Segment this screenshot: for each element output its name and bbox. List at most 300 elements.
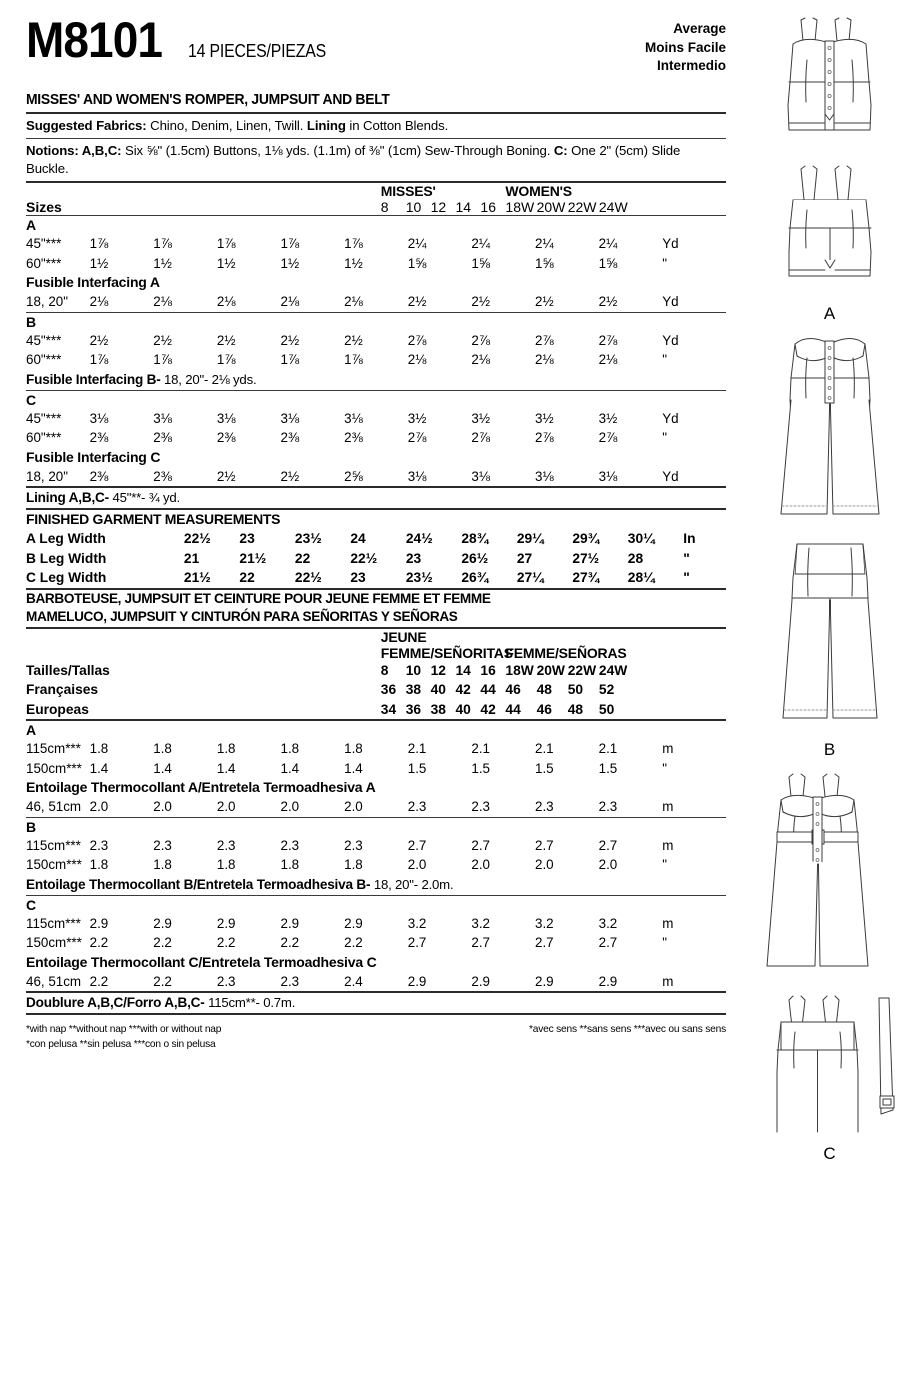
- value-cell: 29¾: [572, 531, 600, 546]
- value-cell: 2.1: [471, 741, 490, 756]
- unit-cell: Yd: [662, 332, 679, 348]
- piece-count: 14 PIECES/PIEZAS: [187, 41, 326, 61]
- value-cell: 2⅜: [280, 430, 300, 445]
- value-cell: 28¾: [461, 531, 489, 546]
- value-cell: 2⅛: [407, 352, 427, 367]
- value-cell: 24½: [405, 531, 433, 546]
- value-cell: 1⅞: [216, 352, 236, 367]
- doublure-line: [26, 993, 726, 1013]
- sub-header-row: [26, 778, 726, 797]
- yardage-row: [26, 409, 726, 429]
- value-cell: 1⅞: [89, 352, 109, 367]
- size-cell: 8: [380, 199, 389, 215]
- value-cell: 2½: [471, 294, 490, 309]
- value-cell: 2.2: [89, 935, 109, 950]
- value-cell: 3.2: [407, 915, 427, 931]
- value-cell: 2.3: [344, 837, 363, 853]
- value-cell: 23: [405, 550, 422, 566]
- value-cell: 2⅜: [344, 430, 363, 445]
- value-cell: 1.8: [344, 741, 363, 756]
- page-title: MISSES' AND WOMEN'S ROMPER, JUMPSUIT AND BELT: [26, 91, 390, 108]
- unit-cell: ": [662, 255, 668, 271]
- value-cell: 3⅛: [89, 410, 109, 426]
- size-cell: 22W: [567, 199, 597, 215]
- value-cell: 2½: [280, 468, 300, 484]
- imperial-section-a: [26, 216, 726, 312]
- value-cell: 2.7: [598, 935, 618, 950]
- notions-c-label: C:: [553, 143, 568, 158]
- value-cell: 26½: [461, 550, 489, 566]
- unit-cell: m: [662, 973, 674, 989]
- unit-cell: ": [662, 430, 668, 445]
- value-cell: 2.3: [407, 799, 427, 814]
- value-cell: 2.9: [216, 915, 236, 931]
- value-cell: 48: [567, 701, 584, 717]
- value-cell: 2.3: [471, 799, 490, 814]
- row-label: 18, 20": [26, 468, 68, 484]
- value-cell: 2.0: [89, 799, 109, 814]
- content-column: [26, 14, 726, 1052]
- nap-notes-es: *con pelusa **sin pelusa ***con o sin pelusa: [26, 1038, 216, 1050]
- spacer: [26, 629, 381, 661]
- value-cell: 2¼: [471, 236, 490, 251]
- entoilage-b-line: [26, 875, 726, 895]
- value-cell: 21: [183, 550, 200, 566]
- unit-cell: ": [662, 352, 668, 367]
- difficulty-es: Intermedio: [656, 58, 726, 73]
- value-cell: 2½: [216, 332, 236, 348]
- spacer: [630, 680, 726, 700]
- finished-measurements-title: FINISHED GARMENT MEASUREMENTS: [26, 511, 281, 527]
- jumpsuit-belt-front-technical-drawing: [757, 764, 902, 992]
- value-cell: 1½: [89, 255, 109, 271]
- row-label: A Leg Width: [26, 531, 106, 546]
- section-letter-row: [26, 313, 726, 331]
- yardage-row: [26, 350, 726, 370]
- spacer: [630, 183, 726, 199]
- unit-cell: m: [662, 799, 674, 814]
- value-cell: 1½: [216, 255, 236, 271]
- value-cell: 2.3: [598, 799, 618, 814]
- size-cell: 24W: [598, 199, 628, 215]
- imperial-section-c: [26, 391, 726, 487]
- spacer: [630, 661, 726, 681]
- metric-yardage-table: [26, 629, 726, 720]
- value-cell: 44: [505, 701, 521, 717]
- unit-cell: Yd: [662, 294, 679, 309]
- fabrics-text-b: in Cotton Blends.: [345, 117, 449, 133]
- value-cell: 1.5: [471, 760, 490, 776]
- value-cell: 2⅛: [471, 352, 490, 367]
- yardage-row: [26, 739, 726, 759]
- interfacing-row: [26, 972, 726, 992]
- value-cell: 1.4: [216, 760, 236, 776]
- fusible-interfacing-c-title: Fusible Interfacing C: [26, 448, 161, 465]
- value-cell: 1.4: [280, 760, 300, 776]
- value-cell: 3.2: [598, 915, 618, 931]
- value-cell: 2.0: [280, 799, 300, 814]
- value-cell: 2½: [344, 332, 363, 348]
- unit-cell: m: [662, 741, 674, 756]
- value-cell: 2.7: [407, 837, 427, 853]
- row-label: B Leg Width: [26, 550, 107, 566]
- value-cell: 1.5: [407, 760, 427, 776]
- value-cell: 2⅞: [598, 430, 618, 445]
- value-cell: 2½: [153, 332, 172, 348]
- value-cell: 22½: [294, 570, 322, 585]
- value-cell: 23½: [294, 531, 322, 546]
- row-label: 150cm***: [26, 857, 82, 872]
- value-cell: 3⅛: [344, 410, 363, 426]
- entoilage-c-title: Entoilage Thermocollant C/Entretela Termoadhesiva C: [26, 953, 377, 970]
- yardage-row: [26, 428, 726, 448]
- lining-line: [26, 488, 726, 508]
- value-cell: 2½: [280, 332, 300, 348]
- value-cell: 2⅞: [407, 430, 427, 445]
- value-cell: 3⅛: [471, 468, 490, 484]
- unit-cell: Yd: [662, 468, 679, 484]
- size-cell: 10: [405, 199, 422, 215]
- spacer: [630, 700, 726, 720]
- value-cell: 2⅞: [598, 332, 618, 348]
- value-cell: 22½: [350, 550, 378, 566]
- difficulty-en: Average: [673, 21, 726, 36]
- spacer: [630, 199, 726, 215]
- fabrics-label: Suggested Fabrics:: [26, 117, 147, 133]
- value-cell: 2⅛: [89, 294, 109, 309]
- value-cell: 3⅛: [598, 468, 618, 484]
- size-cell: 24W: [598, 662, 628, 678]
- value-cell: 27¾: [572, 570, 600, 585]
- section-letter-row: [26, 818, 726, 836]
- unit-cell: ": [683, 550, 690, 566]
- finished-measurements-table: [26, 529, 726, 588]
- bilingual-title-es: MAMELUCO, JUMPSUIT Y CINTURÓN PARA SEÑORITAS Y SEÑORAS: [26, 609, 458, 624]
- value-cell: 2¼: [598, 236, 618, 251]
- section-letter-row: [26, 721, 726, 739]
- value-cell: 46: [505, 682, 521, 697]
- view-b-label: B: [823, 740, 836, 759]
- nap-notes-left: [26, 1023, 221, 1052]
- value-cell: 2⅞: [535, 332, 554, 348]
- value-cell: 2⅛: [153, 294, 172, 309]
- view-a-illustration: [742, 10, 917, 324]
- value-cell: 1½: [280, 255, 300, 271]
- value-cell: 1⅝: [535, 255, 554, 271]
- section-letter-row: [26, 896, 726, 914]
- fusible-interfacing-a-title: Fusible Interfacing A: [26, 274, 160, 290]
- section-letter: A: [26, 217, 37, 233]
- value-cell: 2.3: [216, 973, 236, 989]
- value-cell: 2⅜: [153, 468, 172, 484]
- value-cell: 23: [350, 570, 366, 585]
- value-cell: 2.7: [535, 935, 554, 950]
- value-cell: 2.0: [471, 857, 490, 872]
- unit-cell: ": [683, 570, 690, 585]
- value-cell: 3½: [471, 410, 490, 426]
- measurement-row: [26, 529, 726, 549]
- group-jeune-femme: JEUNE FEMME/SEÑORITAS: [380, 628, 513, 661]
- row-label: 45"***: [26, 410, 62, 426]
- value-cell: 46: [536, 701, 552, 717]
- unit-cell: ": [662, 857, 668, 872]
- tailles-label: Tailles/Tallas: [26, 662, 110, 678]
- row-label: 150cm***: [26, 935, 82, 950]
- measurement-row: [26, 549, 726, 569]
- value-cell: 3½: [407, 410, 427, 426]
- value-cell: 2.3: [280, 973, 300, 989]
- row-label: 115cm***: [26, 837, 81, 853]
- value-cell: 27: [516, 550, 533, 566]
- section-letter-row: [26, 216, 726, 234]
- row-label: 46, 51cm: [26, 799, 82, 814]
- size-cell: 14: [455, 199, 472, 215]
- size-cell: 18W: [505, 662, 534, 678]
- metric-section-b: [26, 818, 726, 875]
- value-cell: 3.2: [471, 915, 490, 931]
- size-cell: 20W: [536, 662, 565, 678]
- value-cell: 2.2: [216, 935, 236, 950]
- value-cell: 42: [480, 701, 496, 717]
- value-cell: 2½: [535, 294, 554, 309]
- interfacing-row: [26, 797, 726, 817]
- group-femme: FEMME/SEÑORAS: [505, 644, 627, 661]
- illustration-column: [742, 10, 917, 1168]
- group-womens: WOMEN'S: [505, 183, 572, 199]
- value-cell: 1⅞: [344, 352, 363, 367]
- value-cell: 29¼: [516, 531, 544, 546]
- value-cell: 1.8: [153, 741, 172, 756]
- value-cell: 2.9: [344, 915, 363, 931]
- sub-header-row: [26, 273, 726, 292]
- unit-cell: In: [683, 531, 696, 546]
- romper-front-technical-drawing: [765, 10, 895, 160]
- interfacing-row: [26, 467, 726, 487]
- value-cell: 2.7: [407, 935, 427, 950]
- value-cell: 1.4: [344, 760, 363, 776]
- notions: [26, 139, 726, 181]
- francaises-label: Françaises: [26, 682, 99, 697]
- value-cell: 52: [598, 682, 615, 697]
- value-cell: 2⅛: [344, 294, 363, 309]
- spacer: [630, 629, 726, 661]
- value-cell: 1.5: [535, 760, 554, 776]
- divider: [26, 1013, 726, 1015]
- group-misses: MISSES': [380, 183, 436, 199]
- value-cell: 2⅞: [535, 430, 554, 445]
- value-cell: 2.7: [598, 837, 618, 853]
- metric-section-c: [26, 896, 726, 992]
- section-letter-row: [26, 391, 726, 409]
- section-letter: B: [26, 313, 37, 330]
- fusible-interfacing-b-label: Fusible Interfacing B-: [26, 371, 161, 387]
- row-label: 150cm***: [26, 760, 82, 776]
- sizes-label: Sizes: [26, 199, 62, 215]
- value-cell: 2.9: [535, 973, 554, 989]
- value-cell: 2.0: [598, 857, 618, 872]
- yardage-row: [26, 836, 726, 856]
- value-cell: 2.3: [89, 837, 109, 853]
- francaises-row: [26, 680, 726, 700]
- size-cell: 10: [405, 662, 422, 678]
- nap-notes-fr: *avec sens **sans sens ***avec ou sans sens: [529, 1024, 726, 1035]
- value-cell: 2.1: [535, 741, 554, 756]
- value-cell: 1.5: [598, 760, 618, 776]
- value-cell: 2.2: [344, 935, 363, 950]
- metric-group-header-row: [26, 629, 726, 661]
- value-cell: 40: [430, 682, 446, 697]
- romper-back-technical-drawing: [765, 160, 895, 302]
- value-cell: 2.2: [153, 973, 172, 989]
- nap-notes: [26, 1023, 726, 1052]
- value-cell: 22: [294, 550, 311, 566]
- unit-cell: Yd: [662, 410, 679, 426]
- notions-text-a: Six ⅝" (1.5cm) Buttons, 1⅛ yds. (1.1m) of ⅜" (1cm) Sew-Through Boning.: [121, 143, 554, 158]
- jumpsuit-front-technical-drawing: [765, 328, 895, 538]
- value-cell: 1⅝: [598, 255, 618, 271]
- section-letter: C: [26, 896, 37, 913]
- bilingual-title-fr: BARBOTEUSE, JUMPSUIT ET CEINTURE POUR JEUNE FEMME ET FEMME: [26, 590, 491, 606]
- value-cell: 28¼: [627, 570, 655, 585]
- value-cell: 1⅞: [280, 352, 300, 367]
- value-cell: 2⅛: [216, 294, 236, 309]
- value-cell: 2.4: [344, 973, 363, 989]
- value-cell: 3½: [535, 410, 554, 426]
- value-cell: 2.7: [471, 935, 490, 950]
- unit-cell: ": [662, 935, 668, 950]
- value-cell: 2.7: [471, 837, 490, 853]
- size-cell: 14: [455, 662, 471, 678]
- nap-notes-en: *with nap **without nap ***with or without nap: [26, 1024, 222, 1035]
- value-cell: 2.0: [407, 857, 427, 872]
- unit-cell: m: [662, 837, 674, 853]
- value-cell: 2½: [407, 294, 427, 309]
- value-cell: 48: [536, 682, 552, 697]
- europeas-row: [26, 700, 726, 720]
- notions-label: Notions: A,B,C:: [26, 143, 122, 158]
- size-cell: 22W: [567, 662, 597, 678]
- doublure-value: 115cm**- 0.7m.: [204, 995, 296, 1010]
- row-label: 60"***: [26, 255, 62, 271]
- value-cell: 2.9: [471, 973, 490, 989]
- value-cell: 1.8: [89, 857, 109, 872]
- size-cell: 16: [480, 199, 496, 215]
- value-cell: 1.8: [280, 857, 300, 872]
- view-a-label: A: [823, 304, 836, 323]
- value-cell: 2⅞: [471, 332, 490, 348]
- value-cell: 27¼: [516, 570, 544, 585]
- value-cell: 2⅛: [280, 294, 300, 309]
- doublure-label: Doublure A,B,C/Forro A,B,C-: [26, 995, 205, 1010]
- value-cell: 1⅞: [153, 236, 172, 251]
- size-cell: 8: [380, 662, 389, 678]
- value-cell: 2¼: [535, 236, 554, 251]
- value-cell: 24: [350, 531, 366, 546]
- value-cell: 1⅞: [216, 236, 236, 251]
- value-cell: 2.9: [89, 915, 109, 931]
- size-cell: 16: [480, 662, 496, 678]
- row-label: C Leg Width: [26, 570, 107, 585]
- metric-section-a: [26, 721, 726, 817]
- fusible-interfacing-b-line: [26, 370, 726, 390]
- value-cell: 2½: [89, 332, 109, 348]
- size-cell: 18W: [505, 199, 535, 215]
- value-cell: 2.2: [153, 935, 172, 950]
- value-cell: 2⅜: [216, 430, 236, 445]
- value-cell: 42: [455, 682, 471, 697]
- value-cell: 1.8: [89, 741, 109, 756]
- value-cell: 2⅜: [89, 468, 109, 484]
- section-letter: C: [26, 391, 37, 408]
- size-cell: 20W: [536, 199, 566, 215]
- value-cell: 30¼: [627, 531, 655, 546]
- value-cell: 36: [380, 682, 397, 697]
- yardage-row: [26, 933, 726, 953]
- value-cell: 21½: [183, 570, 211, 585]
- row-label: 60"***: [26, 430, 62, 445]
- value-cell: 22½: [183, 531, 211, 546]
- value-cell: 3⅛: [153, 410, 172, 426]
- value-cell: 2.3: [153, 837, 172, 853]
- value-cell: 2.9: [280, 915, 300, 931]
- notions-text-c: One 2" (5cm) Slide Buckle.: [26, 143, 681, 176]
- row-label: 45"***: [26, 236, 62, 251]
- interfacing-row: [26, 292, 726, 312]
- value-cell: 22: [239, 570, 255, 585]
- row-label: 46, 51cm: [26, 973, 82, 989]
- suggested-fabrics: [26, 114, 726, 139]
- value-cell: 3⅛: [280, 410, 300, 426]
- europeas-label: Europeas: [26, 701, 89, 717]
- entoilage-b-label: Entoilage Thermocollant B/Entretela Termoadhesiva B-: [26, 876, 371, 892]
- imperial-sizes-row: [26, 199, 726, 215]
- value-cell: 2.2: [89, 973, 109, 989]
- value-cell: 2.9: [598, 973, 618, 989]
- section-letter: A: [26, 722, 37, 738]
- jumpsuit-belt-back-and-belt-drawing: [757, 992, 902, 1142]
- sub-header-row: [26, 448, 726, 467]
- value-cell: 21½: [239, 550, 267, 566]
- value-cell: 2.9: [407, 973, 427, 989]
- value-cell: 50: [567, 682, 584, 697]
- value-cell: 28: [627, 550, 644, 566]
- entoilage-b-value: 18, 20"- 2.0m.: [370, 876, 454, 892]
- value-cell: 1⅝: [407, 255, 427, 271]
- value-cell: 3.2: [535, 915, 554, 931]
- value-cell: 23½: [405, 570, 433, 585]
- header-left: [26, 14, 345, 66]
- value-cell: 1½: [344, 255, 363, 271]
- entoilage-a-title: Entoilage Thermocollant A/Entretela Termoadhesiva A: [26, 779, 376, 795]
- value-cell: 2.3: [280, 837, 300, 853]
- jumpsuit-back-technical-drawing: [765, 538, 895, 738]
- value-cell: 3⅛: [535, 468, 554, 484]
- unit-cell: ": [662, 760, 668, 776]
- value-cell: 2⅜: [153, 430, 172, 445]
- value-cell: 1.8: [344, 857, 363, 872]
- view-c-illustration: [742, 764, 917, 1164]
- value-cell: 2⅛: [598, 352, 618, 367]
- value-cell: 1⅝: [471, 255, 490, 271]
- yardage-row: [26, 759, 726, 779]
- difficulty-block: [645, 14, 726, 76]
- fusible-interfacing-b-value: 18, 20"- 2⅛ yds.: [160, 371, 257, 387]
- yardage-row: [26, 254, 726, 274]
- lining-label: Lining A,B,C-: [26, 490, 109, 505]
- value-cell: 2½: [598, 294, 618, 309]
- value-cell: 1⅞: [89, 236, 109, 251]
- value-cell: 34: [380, 701, 397, 717]
